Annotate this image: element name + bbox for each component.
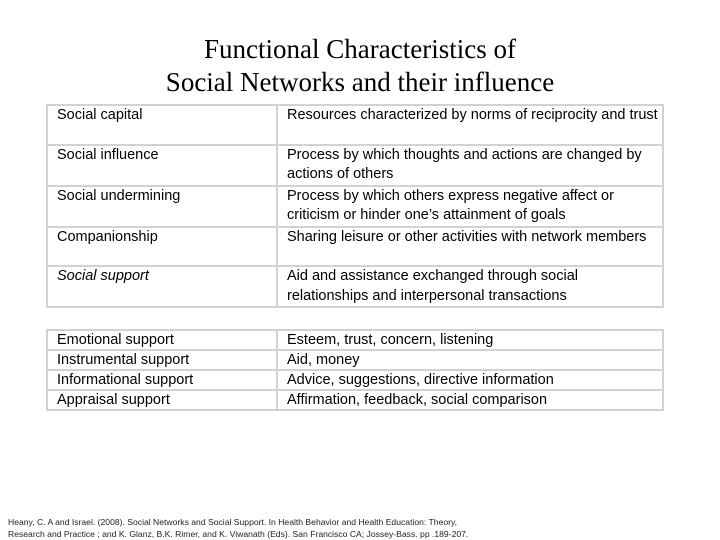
support-type-cell: Informational support <box>47 370 277 390</box>
slide-title <box>0 33 720 99</box>
table-row <box>47 390 663 410</box>
term-cell: Social capital <box>47 105 277 145</box>
table-row <box>47 186 663 227</box>
support-type-cell: Instrumental support <box>47 350 277 370</box>
support-examples-cell: Aid, money <box>277 350 663 370</box>
title-line-1: Functional Characteristics of <box>204 34 516 64</box>
support-examples-cell: Esteem, trust, concern, listening <box>277 330 663 350</box>
table-row <box>47 105 663 145</box>
term-cell: Social support <box>47 266 277 307</box>
support-examples-cell: Advice, suggestions, directive information <box>277 370 663 390</box>
table-row <box>47 266 663 307</box>
citation <box>8 516 708 540</box>
term-cell: Social undermining <box>47 186 277 227</box>
table-row <box>47 330 663 350</box>
table-row <box>47 227 663 267</box>
characteristics-table <box>46 104 664 308</box>
table-row <box>47 350 663 370</box>
support-type-cell: Appraisal support <box>47 390 277 410</box>
support-examples-cell: Affirmation, feedback, social comparison <box>277 390 663 410</box>
definition-cell: Process by which thoughts and actions are changed by actions of others <box>277 145 663 186</box>
term-cell: Companionship <box>47 227 277 267</box>
term-cell: Social influence <box>47 145 277 186</box>
table-row <box>47 370 663 390</box>
support-types-table <box>46 329 664 411</box>
title-line-2: Social Networks and their influence <box>165 67 555 97</box>
table-row <box>47 145 663 186</box>
definition-cell: Aid and assistance exchanged through social relationships and interpersonal transactions <box>277 266 663 307</box>
support-type-cell: Emotional support <box>47 330 277 350</box>
citation-line-1: Heany, C. A and Israel. (2008). Social Networks and Social Support. In Health Behavior and Health Education: Theory, <box>8 517 458 527</box>
definition-cell: Resources characterized by norms of reciprocity and trust <box>277 105 663 145</box>
definition-cell: Sharing leisure or other activities with network members <box>277 227 663 267</box>
citation-line-2: Research and Practice ; and K. Glanz, B.K. Rimer, and K. Viwanath (Eds). San Francisco CA; Jossey-Bass. pp .189-207. <box>8 529 469 539</box>
definition-cell: Process by which others express negative affect or criticism or hinder one’s attainment of goals <box>277 186 663 227</box>
